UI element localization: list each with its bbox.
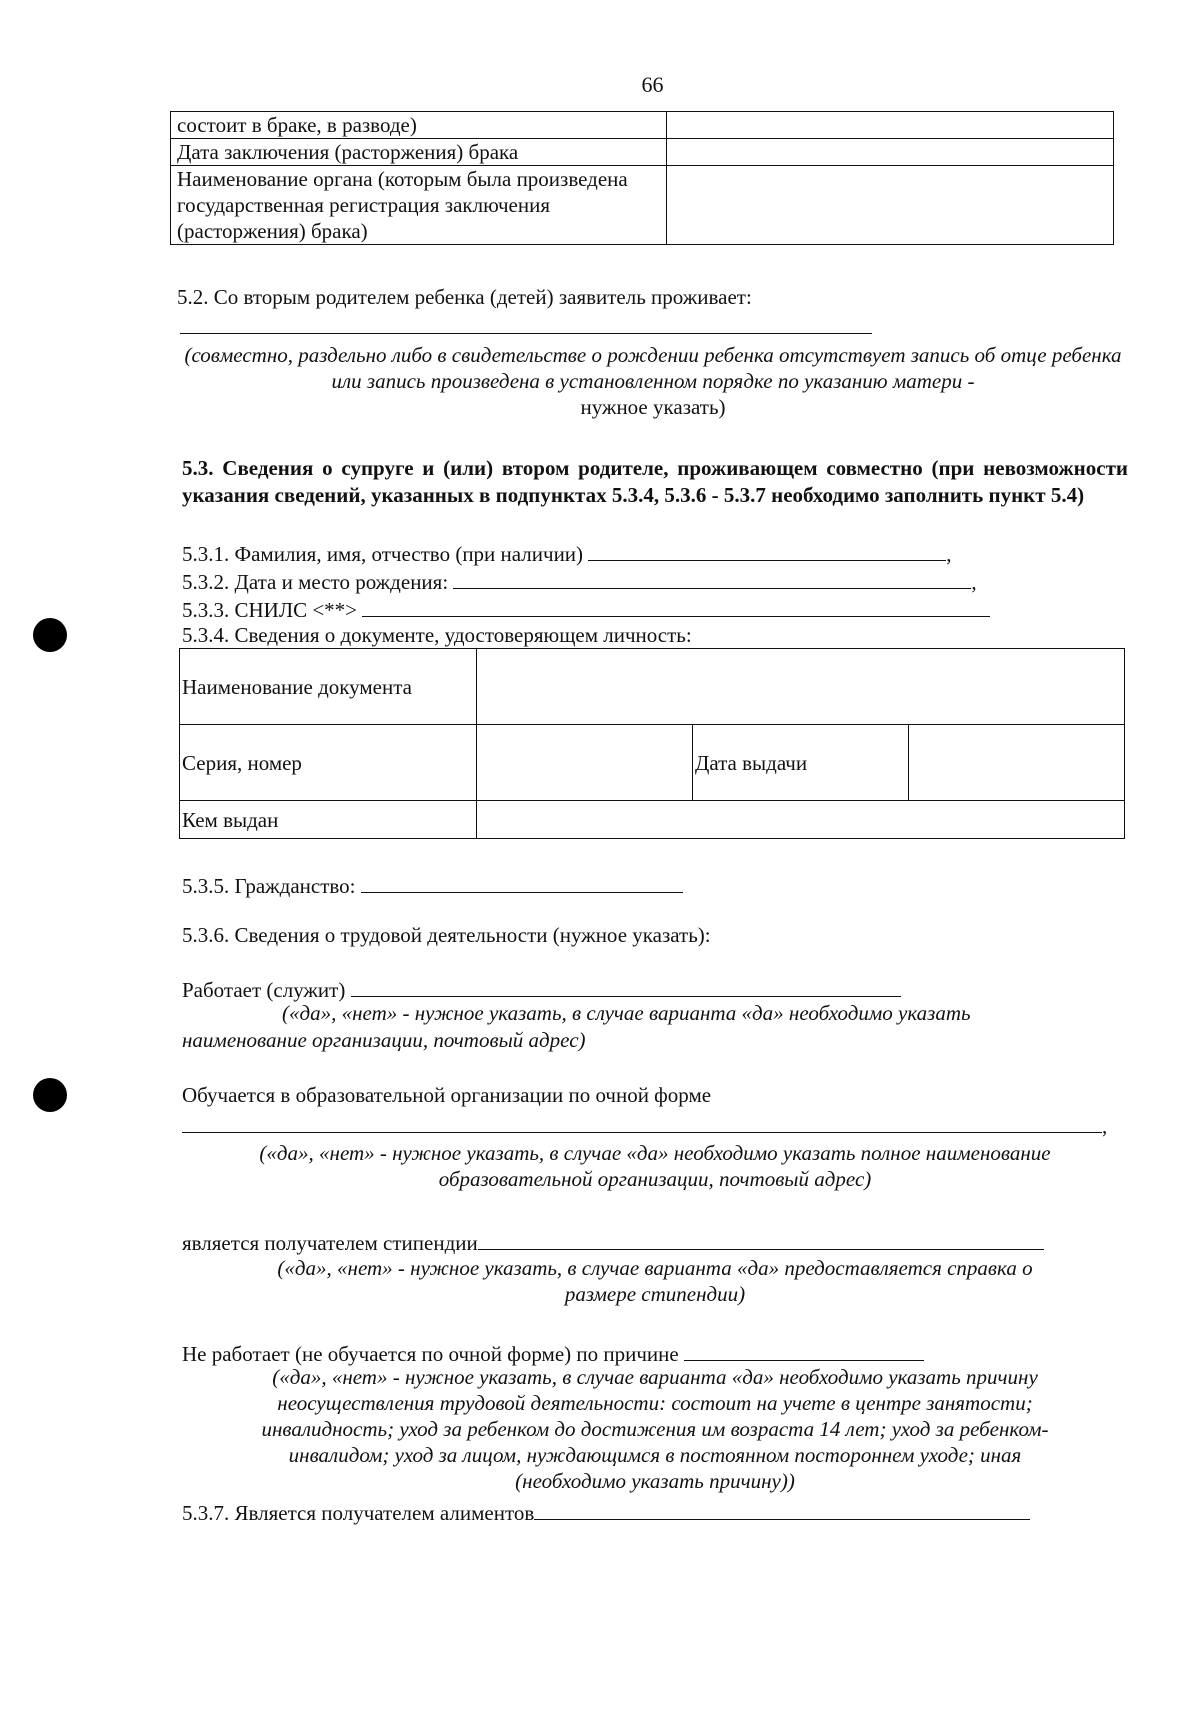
section-5-2-hint-text: (совместно, раздельно либо в свидетельстве о рождении ребенка отсутствует запись об отце ребенка или запись произведена в установленном порядке по указанию матери - bbox=[184, 343, 1122, 393]
birth-row bbox=[182, 566, 977, 595]
birth-label: 5.3.2. Дата и место рождения: bbox=[182, 570, 449, 594]
stipend-label: является получателем стипендии bbox=[182, 1231, 478, 1255]
doc-date-value[interactable] bbox=[909, 725, 1125, 801]
table-row bbox=[171, 166, 1114, 245]
doc-name-value[interactable] bbox=[477, 649, 1125, 725]
marriage-status-value[interactable] bbox=[667, 112, 1114, 139]
works-row bbox=[182, 974, 901, 1003]
table-row bbox=[180, 649, 1125, 725]
section-5-2-hint bbox=[180, 342, 1126, 420]
registration-authority-label: Наименование органа (которым была произведена государственная регистрация заключения (расторжения) брака) bbox=[171, 166, 667, 245]
section-5-2-text: 5.2. Со вторым родителем ребенка (детей) заявитель проживает: bbox=[177, 285, 752, 309]
not-working-row bbox=[182, 1338, 924, 1367]
not-working-hint-3: инвалидность; уход за ребенком до достижения им возраста 14 лет; уход за ребенком- bbox=[261, 1417, 1049, 1441]
alimony-row bbox=[182, 1497, 1030, 1526]
studies-label: Обучается в образовательной организации по очной форме bbox=[182, 1083, 712, 1107]
identity-document-table bbox=[179, 648, 1125, 839]
marriage-date-label: Дата заключения (расторжения) брака bbox=[171, 139, 667, 166]
doc-issuer-label: Кем выдан bbox=[180, 801, 477, 839]
studies-row bbox=[182, 1110, 1107, 1139]
studies-comma: , bbox=[1102, 1114, 1108, 1138]
fio-row bbox=[182, 538, 952, 567]
page-number: 66 bbox=[641, 72, 664, 97]
doc-name-label: Наименование документа bbox=[180, 649, 477, 725]
works-hint-1: («да», «нет» - нужное указать, в случае варианта «да» необходимо указать bbox=[282, 1001, 971, 1025]
stipend-field[interactable] bbox=[478, 1227, 1044, 1250]
alimony-label: 5.3.7. Является получателем алиментов bbox=[182, 1501, 535, 1525]
not-working-hint-5: (необходимо указать причину)) bbox=[515, 1469, 795, 1493]
doc-heading: 5.3.4. Сведения о документе, удостоверяющем личность: bbox=[182, 623, 692, 647]
fio-label: 5.3.1. Фамилия, имя, отчество (при наличии) bbox=[182, 542, 584, 566]
not-working-hint-4: инвалидом; уход за лицом, нуждающимся в постоянном постороннем уходе; иная bbox=[288, 1443, 1022, 1467]
studies-hint bbox=[182, 1140, 1128, 1192]
birth-comma: , bbox=[971, 570, 977, 594]
doc-series-value[interactable] bbox=[477, 725, 693, 801]
works-field[interactable] bbox=[351, 974, 901, 997]
table-row bbox=[180, 725, 1125, 801]
not-working-hint-1: («да», «нет» - нужное указать, в случае варианта «да» необходимо указать причину bbox=[272, 1365, 1038, 1389]
doc-series-label: Серия, номер bbox=[180, 725, 477, 801]
doc-date-label: Дата выдачи bbox=[693, 725, 909, 801]
section-5-3-heading: 5.3. Сведения о супруге и (или) втором родителе, проживающем совместно (при невозможности указания сведений, указанных в подпунктах 5.3.4, 5.3.6 - 5.3.7 необходимо заполнить пункт 5.4) bbox=[182, 456, 1128, 507]
not-working-hint-2: неосуществления трудовой деятельности: состоит на учете в центре занятости; bbox=[277, 1391, 1033, 1415]
stipend-row bbox=[182, 1227, 1044, 1256]
studies-field[interactable] bbox=[182, 1110, 1102, 1133]
marriage-status-label: состоит в браке, в разводе) bbox=[171, 112, 667, 139]
citizenship-field[interactable] bbox=[361, 870, 683, 893]
fio-field[interactable] bbox=[588, 538, 946, 561]
doc-issuer-value[interactable] bbox=[477, 801, 1125, 839]
snils-row bbox=[182, 594, 990, 623]
not-working-hint bbox=[182, 1364, 1128, 1494]
snils-field[interactable] bbox=[362, 594, 990, 617]
stipend-hint-2: размере стипендии) bbox=[564, 1282, 746, 1306]
fio-comma: , bbox=[946, 542, 952, 566]
citizenship-row bbox=[182, 870, 683, 899]
studies-hint-2: образовательной организации, почтовый адрес) bbox=[438, 1167, 872, 1191]
alimony-field[interactable] bbox=[534, 1497, 1030, 1520]
birth-field[interactable] bbox=[453, 566, 971, 589]
stipend-hint bbox=[182, 1255, 1128, 1307]
works-label: Работает (служит) bbox=[182, 978, 346, 1002]
punch-hole bbox=[33, 618, 67, 652]
citizenship-label: 5.3.5. Гражданство: bbox=[182, 874, 356, 898]
section-5-2-hint-end: нужное указать) bbox=[580, 395, 726, 419]
table-row bbox=[171, 112, 1114, 139]
not-working-label: Не работает (не обучается по очной форме) по причине bbox=[182, 1342, 679, 1366]
not-working-field[interactable] bbox=[684, 1338, 924, 1361]
table-row bbox=[180, 801, 1125, 839]
employment-heading: 5.3.6. Сведения о трудовой деятельности (нужное указать): bbox=[182, 923, 711, 947]
cohabitation-field[interactable] bbox=[180, 313, 872, 334]
punch-hole bbox=[33, 1078, 67, 1112]
studies-hint-1: («да», «нет» - нужное указать, в случае «да» необходимо указать полное наименование bbox=[259, 1141, 1051, 1165]
marriage-date-value[interactable] bbox=[667, 139, 1114, 166]
snils-label: 5.3.3. СНИЛС <**> bbox=[182, 598, 358, 622]
stipend-hint-1: («да», «нет» - нужное указать, в случае варианта «да» предоставляется справка о bbox=[277, 1256, 1033, 1280]
registration-authority-value[interactable] bbox=[667, 166, 1114, 245]
marriage-table bbox=[170, 111, 1114, 245]
works-hint-2: наименование организации, почтовый адрес) bbox=[182, 1028, 586, 1052]
table-row bbox=[171, 139, 1114, 166]
